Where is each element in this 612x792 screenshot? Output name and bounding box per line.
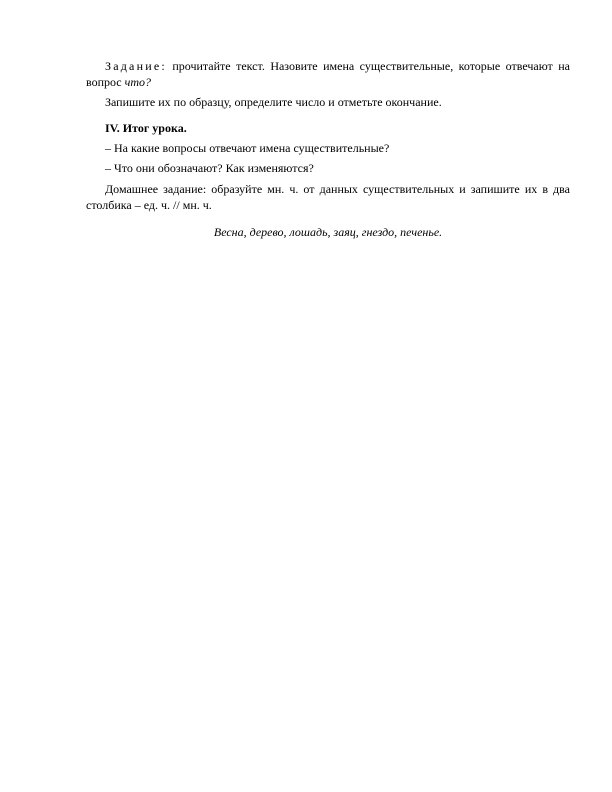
homework-body: образуйте мн. ч. от данных существительных и запишите их в два столбика – ед. ч. // мн. ч. — [86, 182, 570, 212]
instruction-paragraph — [86, 94, 570, 110]
homework-text — [86, 181, 570, 213]
homework-paragraph — [86, 181, 570, 213]
question-item: – Что они обозначают? Как изменяются? — [105, 161, 314, 175]
summary-section — [86, 120, 570, 136]
task-body: прочитайте текст. Назовите имена существительные, которые отвечают на вопрос — [86, 59, 570, 89]
task-question-word: что? — [124, 75, 152, 89]
task-paragraph — [86, 58, 570, 90]
task-text — [86, 58, 570, 90]
task-label: Задание: — [105, 59, 167, 73]
homework-words: Весна, дерево, лошадь, заяц, гнездо, печенье. — [213, 225, 443, 239]
instruction-text: Запишите их по образцу, определите число и отметьте окончание. — [105, 95, 442, 109]
question-list — [86, 140, 570, 176]
question-item: – На какие вопросы отвечают имена существительные? — [105, 141, 390, 155]
section-heading: IV. Итог урока. — [105, 121, 187, 135]
homework-label: Домашнее задание: — [105, 182, 207, 196]
